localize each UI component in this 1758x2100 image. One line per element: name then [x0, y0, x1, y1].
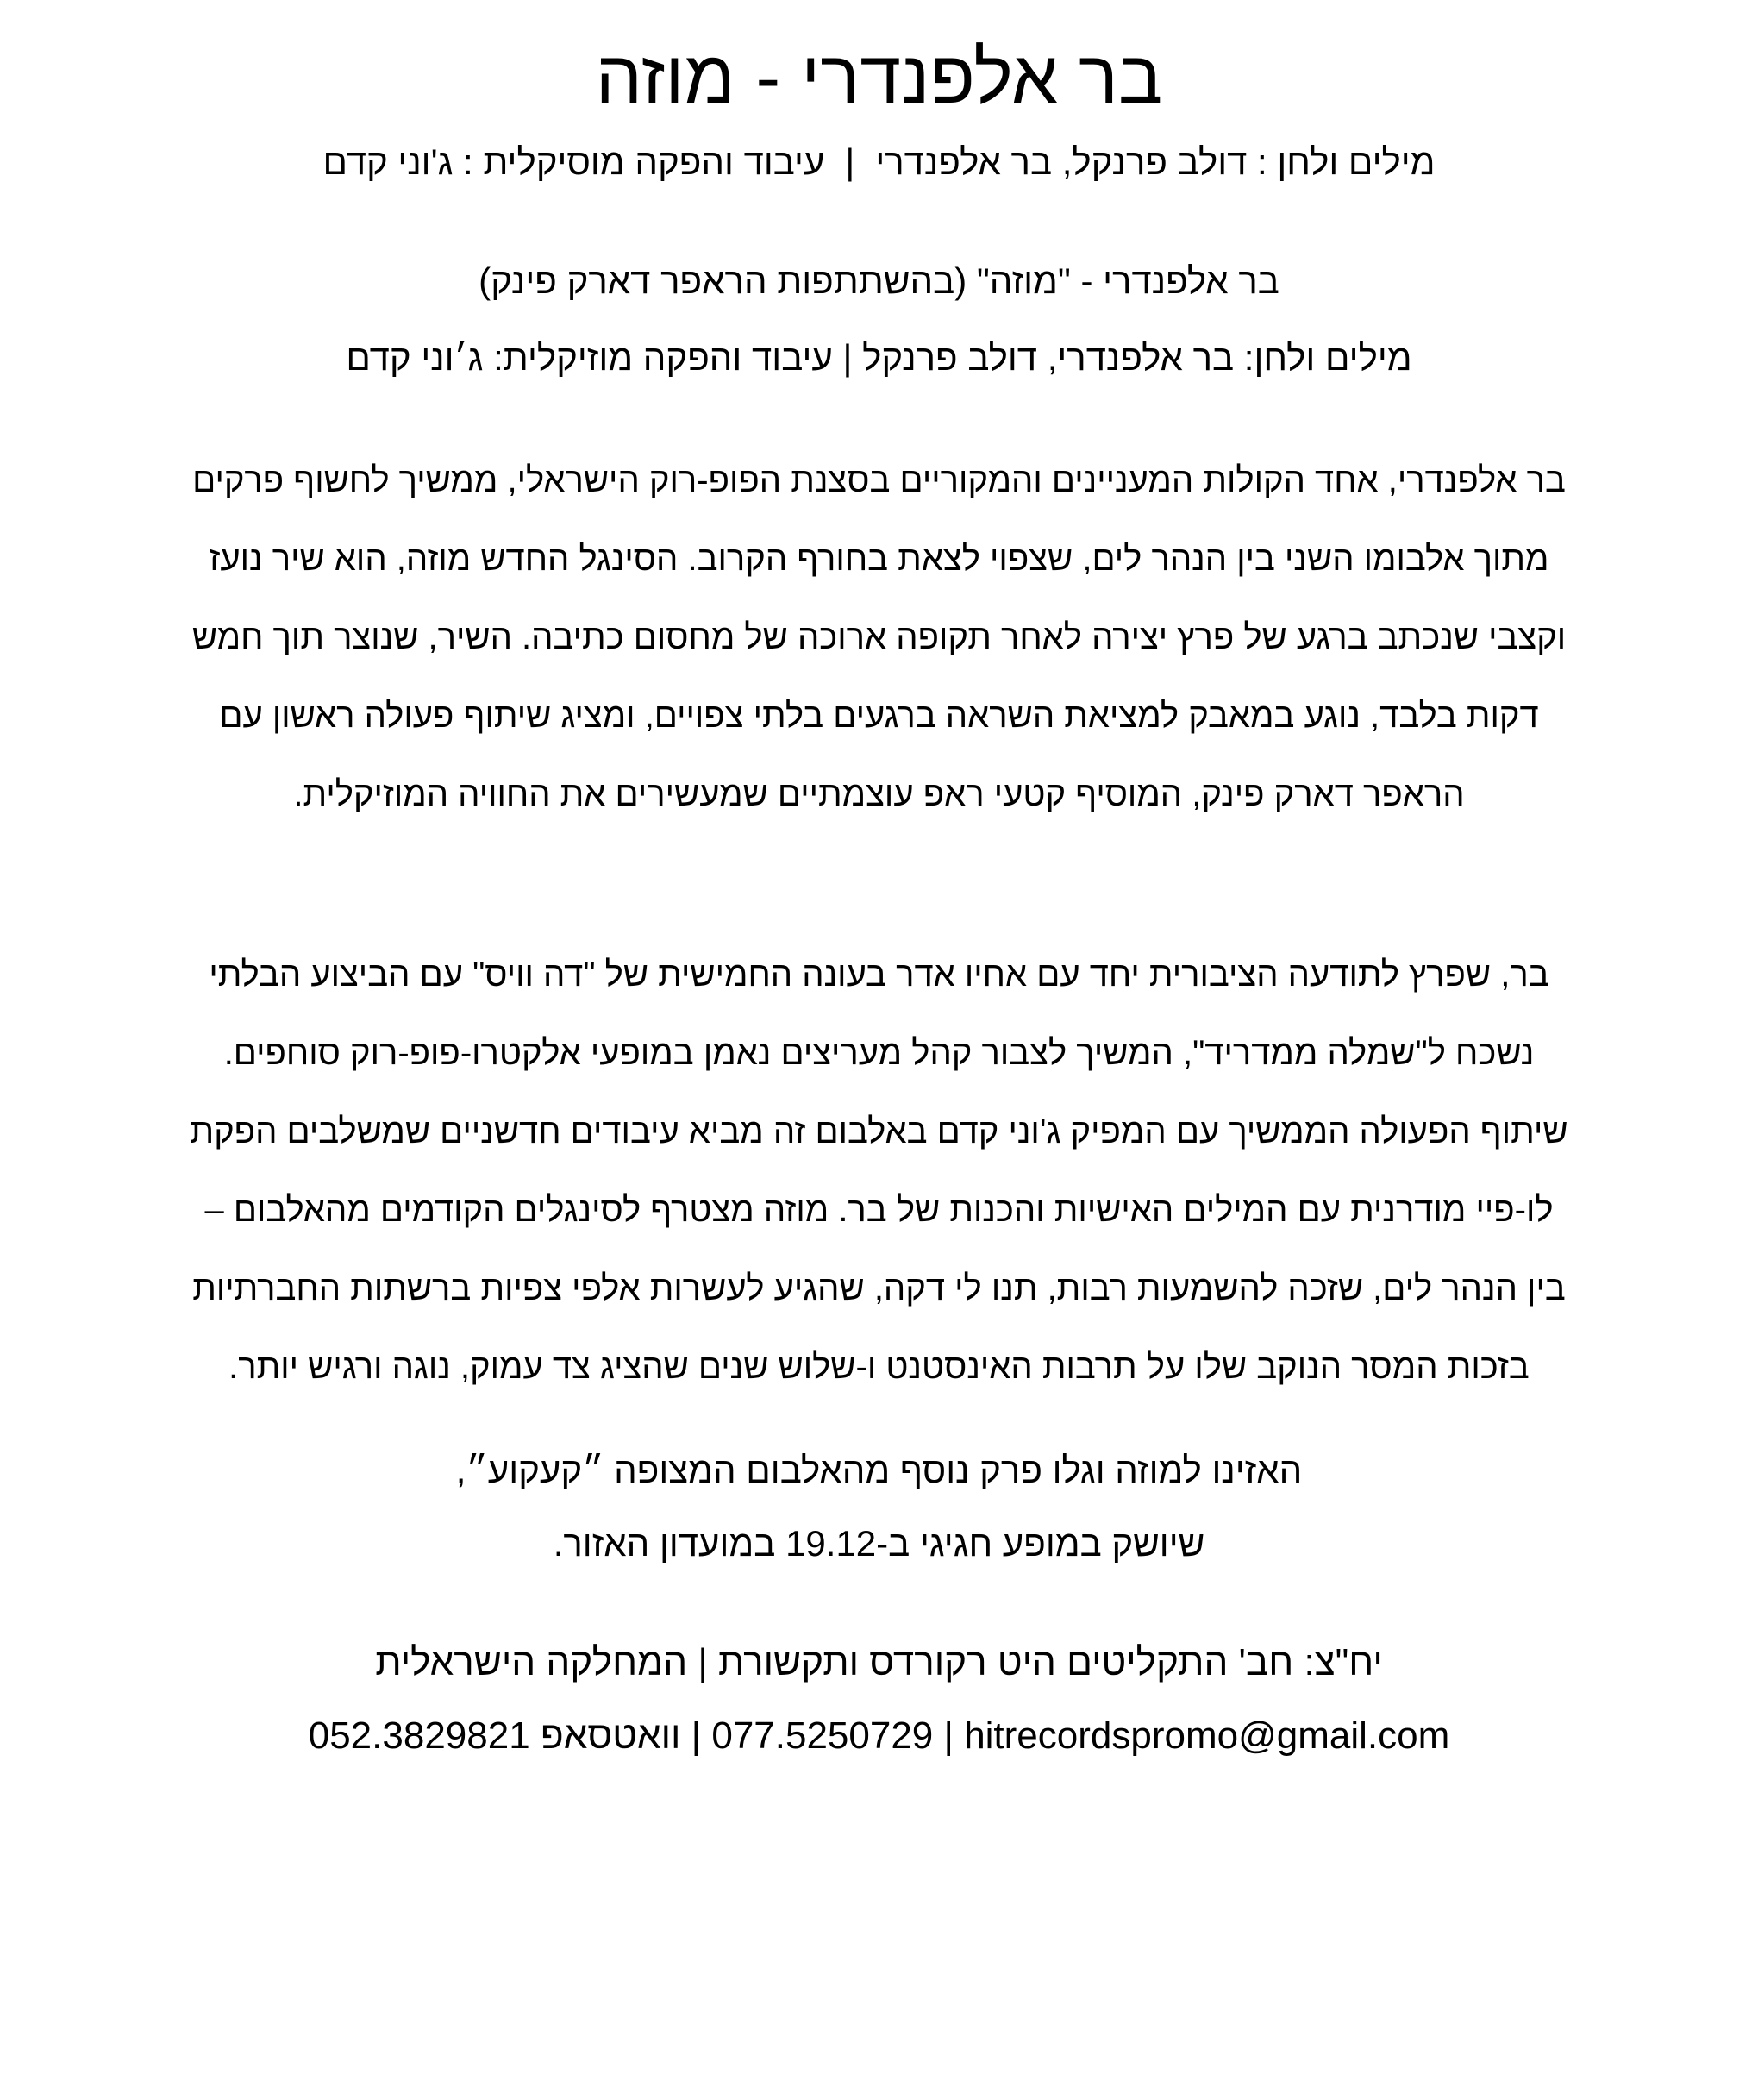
- credits-production: עיבוד והפקה מוסיקלית : ג'וני קדם: [322, 141, 825, 182]
- pr-agency-line: יח"צ: חב' התקליטים היט רקורדס ותקשורת | המחלקה הישראלית: [375, 1641, 1383, 1683]
- contact-line: [0, 1710, 1758, 1762]
- paragraph-1-line: מתוך אלבומו השני בין הנהר לים, שצפוי לצאת בחורף הקרוב. הסינגל החדש מוזה, הוא שיר נועז: [209, 540, 1549, 578]
- paragraph-1-line: בר אלפנדרי, אחד הקולות המעניינים והמקוריים בסצנת הפופ-רוק הישראלי, ממשיך לחשוף פרקים: [192, 461, 1566, 499]
- subheading-line-2: מילים ולחן: בר אלפנדרי, דולב פרנקל | עיבוד והפקה מוזיקלית: ג׳וני קדם: [346, 337, 1412, 378]
- listen-line-2: שיושק במופע חגיגי ב-19.12 במועדון האזור.: [553, 1523, 1205, 1564]
- paragraph-2-line: בין הנהר לים, שזכה להשמעות רבות, תנו לי דקה, שהגיע לעשרות אלפי צפיות ברשתות החברתיות: [192, 1269, 1566, 1307]
- credits-separator: |: [845, 141, 855, 182]
- paragraph-2-line: נשכח ל"שמלה ממדריד", המשיך לצבור קהל מעריצים נאמן במופעי אלקטרו-פופ-רוק סוחפים.: [223, 1034, 1535, 1072]
- paragraph-1: [52, 442, 1706, 834]
- subheading-line-1: בר אלפנדרי - "מוזה" (בהשתתפות הראפר דארק פינק): [479, 260, 1279, 301]
- email-link[interactable]: hitrecordspromo@gmail.com: [964, 1714, 1450, 1757]
- credits-line: [0, 136, 1758, 188]
- paragraph-1-line: דקות בלבד, נוגע במאבק למציאת השראה ברגעים בלתי צפויים, ומציג שיתוף פעולה ראשון עם: [219, 697, 1539, 735]
- paragraph-2: [52, 936, 1706, 1407]
- phone-number[interactable]: 077.5250729: [711, 1714, 934, 1757]
- paragraph-1-line: הראפר דארק פינק, המוסיף קטעי ראפ עוצמתיים שמעשירים את החוויה המוזיקלית.: [293, 775, 1465, 813]
- paragraph-2-line: בר, שפרץ לתודעה הציבורית יחד עם אחיו אדר בעונה החמישית של "דה וויס" עם הביצוע הבלתי: [209, 956, 1549, 994]
- contact-separator: |: [691, 1714, 702, 1757]
- paragraph-2-line: שיתוף הפעולה הממשיך עם המפיק ג'וני קדם באלבום זה מביא עיבודים חדשניים שמשלבים הפקת: [190, 1113, 1568, 1150]
- paragraph-1-line: וקצבי שנכתב ברגע של פרץ יצירה לאחר תקופה ארוכה של מחסום כתיבה. השיר, שנוצר תוך חמש: [191, 618, 1567, 656]
- whatsapp-number[interactable]: 052.3829821: [308, 1714, 530, 1757]
- whatsapp-label: וואטסאפ: [540, 1714, 681, 1757]
- page-title: בר אלפנדרי - מוזה: [595, 36, 1163, 119]
- contact-separator: |: [943, 1714, 954, 1757]
- paragraph-2-line: בזכות המסר הנוקב שלו על תרבות האינסטנט ו-שלוש שנים שהציג צד עמוק, נוגה ורגיש יותר.: [228, 1348, 1530, 1386]
- paragraph-2-line: לו-פיי מודרנית עם המילים האישיות והכנות של בר. מוזה מצטרף לסינגלים הקודמים מהאלבום –: [204, 1191, 1554, 1229]
- listen-line-1: האזינו למוזה וגלו פרק נוסף מהאלבום המצופה ״קעקוע״,: [455, 1450, 1303, 1490]
- credits-lyrics-music: מילים ולחן : דולב פרנקל, בר אלפנדרי: [875, 141, 1436, 182]
